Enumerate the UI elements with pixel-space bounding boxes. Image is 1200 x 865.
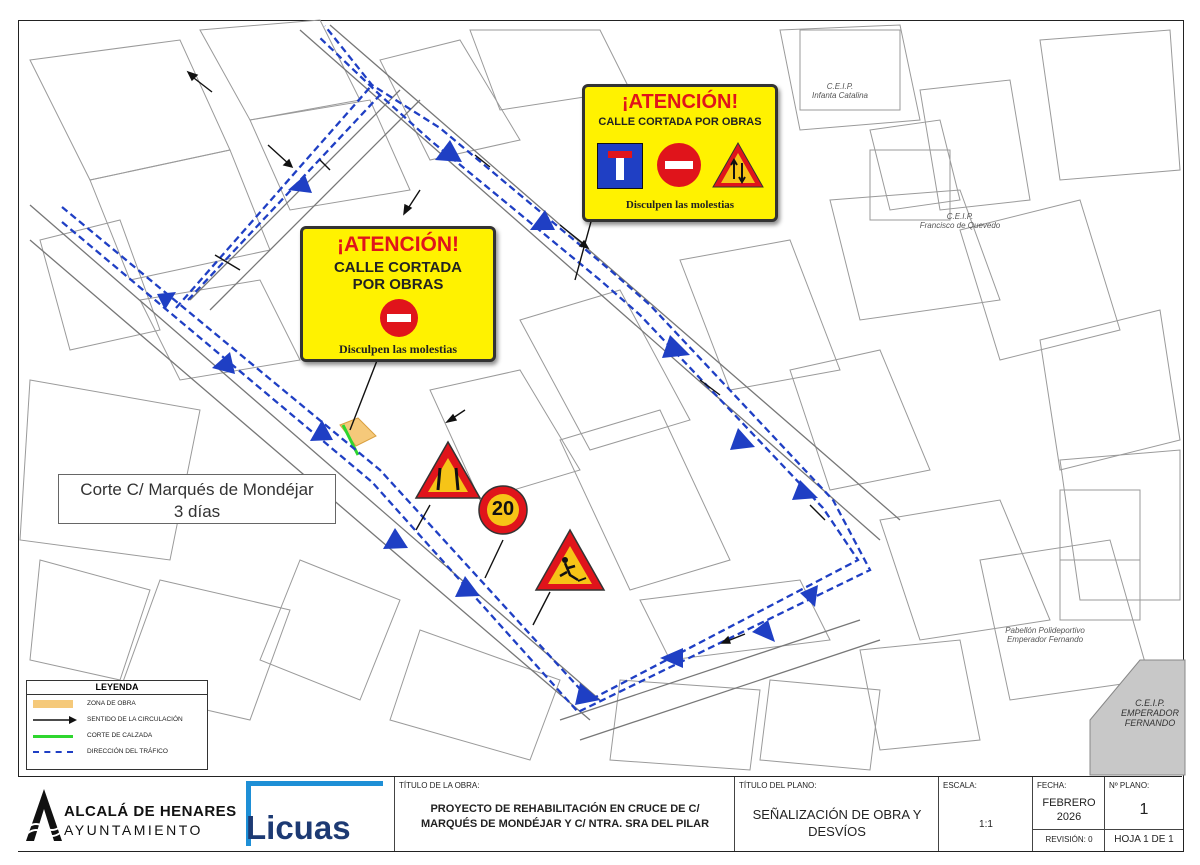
- speed-limit-value: 20: [491, 498, 515, 520]
- legend: [26, 680, 208, 770]
- legend-item-circulation: [27, 713, 207, 727]
- closure-street: Corte C/ Marqués de Mondéjar: [80, 480, 314, 499]
- closure-duration: 3 días: [173, 502, 221, 521]
- dead-end-sign: [597, 143, 643, 189]
- legend-item-traffic: [27, 745, 207, 759]
- closed-street-line1: CALLE CORTADA: [333, 259, 463, 276]
- school-type: C.E.I.P.: [826, 82, 854, 91]
- plan-number-cell: [1104, 777, 1182, 851]
- date-month: FEBRERO: [1042, 797, 1096, 809]
- school-name-b: FERNANDO: [1124, 718, 1176, 728]
- apology-text: Disculpen las molestias: [625, 199, 735, 211]
- legend-label: SENTIDO DE LA CIRCULACIÓN: [87, 716, 183, 723]
- company-name: Licuas: [246, 809, 351, 846]
- school-label-1: [800, 82, 880, 100]
- road-narrows-sign: [416, 442, 480, 498]
- date-label: FECHA:: [1037, 781, 1067, 790]
- attention-heading: ¡ATENCIÓN!: [621, 91, 739, 113]
- city-council: AYUNTAMIENTO: [64, 822, 203, 838]
- sports-hall-label: [990, 626, 1100, 644]
- legend-title: LEYENDA: [27, 681, 207, 695]
- scale-cell: [938, 777, 1032, 851]
- work-title-line1: PROYECTO DE REHABILITACIÓN EN CRUCE DE C/: [430, 803, 700, 815]
- closed-street-line2: POR OBRAS: [352, 276, 444, 293]
- work-title-line2: MARQUÉS DE MONDÉJAR Y C/ NTRA. SRA DEL PILAR: [420, 818, 710, 830]
- city-name: ALCALÁ DE HENARES: [64, 803, 237, 820]
- sheet-value: HOJA 1 DE 1: [1114, 834, 1174, 845]
- revision-divider: [1033, 829, 1105, 830]
- traffic-direction-markers: [157, 140, 818, 705]
- scale-value: 1:1: [979, 819, 993, 830]
- work-zone-swatch: [33, 700, 73, 708]
- sheet-divider: [1105, 829, 1183, 830]
- hall-name: Emperador Fernando: [1006, 635, 1084, 644]
- legend-label: CORTE DE CALZADA: [87, 732, 153, 739]
- arrow-icon: [33, 715, 77, 725]
- school-name: Infanta Catalina: [811, 91, 869, 100]
- date-cell: [1032, 777, 1104, 851]
- school-label-2: [905, 212, 1015, 230]
- legend-label: DIRECCIÓN DEL TRÁFICO: [87, 748, 168, 755]
- school-type: C.E.I.P.: [946, 212, 974, 221]
- school-name-a: EMPERADOR: [1120, 708, 1179, 718]
- date-year: 2026: [1056, 811, 1082, 823]
- legend-label: ZONA DE OBRA: [87, 700, 136, 707]
- closed-street-line: CALLE CORTADA POR OBRAS: [598, 116, 762, 128]
- roadworks-sign: [536, 530, 604, 590]
- attention-heading: ¡ATENCIÓN!: [336, 233, 460, 256]
- plan-title-label: TÍTULO DEL PLANO:: [739, 781, 817, 790]
- plan-title-cell: [734, 777, 938, 851]
- school-type: C.E.I.P.: [1135, 698, 1165, 708]
- hall-type: Pabellón Polideportivo: [1005, 626, 1085, 635]
- work-title-label: TÍTULO DE LA OBRA:: [399, 781, 480, 790]
- revision-value: REVISIÓN: 0: [1045, 835, 1093, 844]
- plan-title-line2: DESVÍOS: [808, 824, 866, 839]
- road-closed-callout-small: [582, 84, 778, 222]
- street-closure-note: [58, 474, 336, 524]
- no-entry-sign: [380, 299, 418, 337]
- legend-item-work-zone: [27, 697, 207, 711]
- apology-text: Disculpen las molestias: [338, 342, 457, 356]
- scale-label: ESCALA:: [943, 781, 977, 790]
- legend-item-road-cut: [27, 729, 207, 743]
- road-cut-swatch: [33, 735, 73, 738]
- city-emblem-icon: [24, 787, 64, 843]
- two-way-traffic-sign: [711, 141, 765, 189]
- company-logo: [246, 781, 396, 847]
- city-logo: [24, 785, 239, 845]
- plan-title-line1: SEÑALIZACIÓN DE OBRA Y: [752, 807, 922, 822]
- plan-number-label: Nº PLANO:: [1109, 781, 1150, 790]
- plan-number-value: 1: [1139, 801, 1149, 818]
- title-block: [18, 776, 1182, 851]
- no-entry-sign: [657, 143, 701, 187]
- road-closed-callout-large: [300, 226, 496, 362]
- work-title-cell: [394, 777, 734, 851]
- school-label-3: [1118, 698, 1182, 728]
- school-name: Francisco de Quevedo: [919, 221, 1001, 230]
- traffic-swatch: [33, 751, 73, 753]
